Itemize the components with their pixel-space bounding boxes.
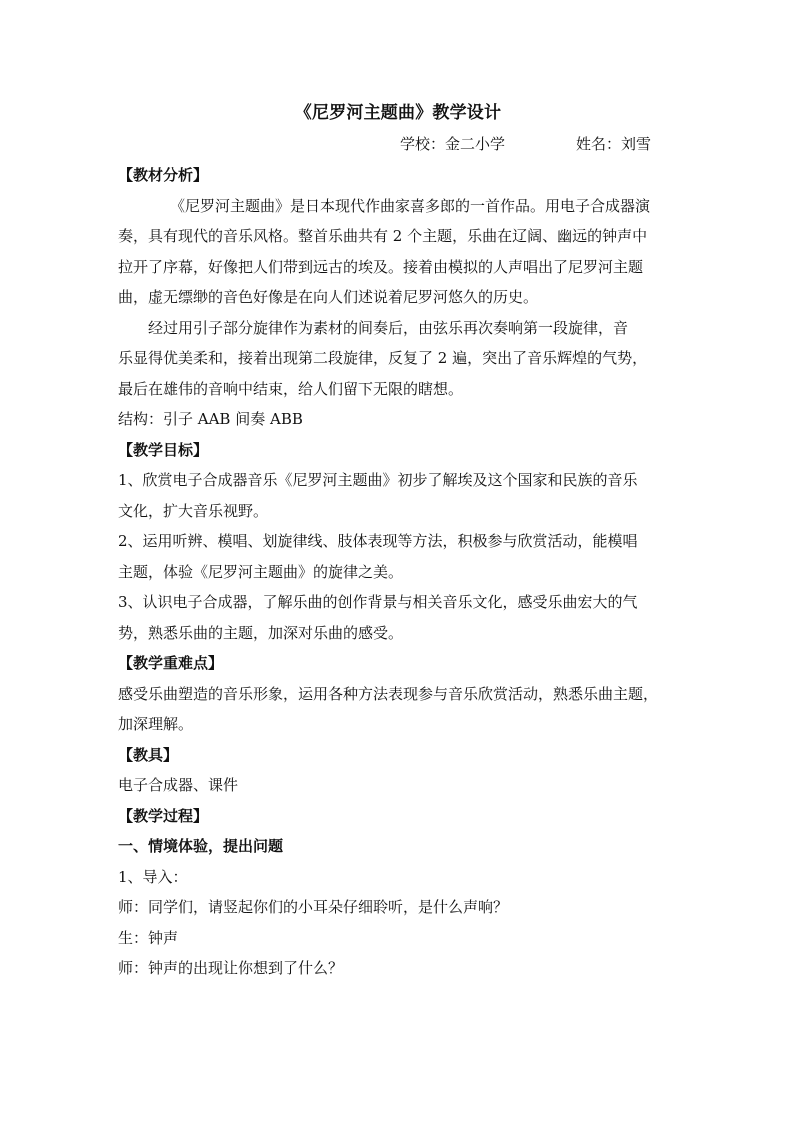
structure-line: 结构：引子 AAB 间奏 ABB	[118, 410, 303, 428]
process-line: 1、导入：	[118, 867, 188, 886]
analysis-paragraph-2-line: 最后在雄伟的音响中结束，给人们留下无限的瞎想。	[118, 379, 464, 398]
analysis-paragraph-1-line: 《尼罗河主题曲》是日本现代作曲家喜多郎的一首作品。用电子合成器演	[170, 196, 651, 215]
analysis-paragraph-2-line: 乐显得优美柔和，接着出现第二段旋律，反复了 2 遍，突出了音乐辉煌的气势，	[118, 349, 648, 367]
key-point-line: 加深理解。	[118, 715, 194, 733]
section-heading-key-points: 【教学重难点】	[118, 654, 224, 672]
document-content	[118, 98, 678, 984]
goal-line: 主题，体验《尼罗河主题曲》的旋律之美。	[118, 562, 404, 581]
goal-line: 文化，扩大音乐视野。	[118, 501, 269, 520]
analysis-paragraph-2-line: 经过用引子部分旋律作为素材的间奏后，由弦乐再次奏响第一段旋律，音	[148, 318, 629, 337]
key-point-line: 感受乐曲塑造的音乐形象，运用各种方法表现参与音乐欣赏活动，熟悉乐曲主题，	[118, 684, 659, 703]
analysis-paragraph-1-line: 曲，虚无缥缈的音色好像是在向人们述说着尼罗河悠久的历史。	[118, 288, 539, 306]
process-line: 师：同学们，请竖起你们的小耳朵仔细聆听，是什么声响？	[118, 898, 509, 916]
goal-line: 1、欣赏电子合成器音乐《尼罗河主题曲》初步了解埃及这个国家和民族的音乐	[118, 471, 638, 489]
analysis-paragraph-1-line: 奏，具有现代的音乐风格。整首乐曲共有 2 个主题，乐曲在辽阔、幽远的钟声中	[118, 227, 648, 245]
teacher-name: 姓名：刘雪	[576, 135, 652, 153]
tools-line: 电子合成器、课件	[118, 776, 239, 794]
analysis-paragraph-1-line: 拉开了序幕，好像把人们带到远古的埃及。接着由模拟的人声唱出了尼罗河主题	[118, 257, 644, 276]
section-heading-tools: 【教具】	[118, 745, 179, 764]
section-heading-goals: 【教学目标】	[118, 440, 209, 459]
process-subheading: 一、情境体验，提出问题	[118, 837, 284, 855]
goal-line: 3、认识电子合成器，了解乐曲的创作背景与相关音乐文化，感受乐曲宏大的气	[118, 593, 638, 611]
process-line: 生：钟声	[118, 928, 179, 947]
section-heading-analysis: 【教材分析】	[118, 166, 209, 184]
author-info	[118, 128, 678, 160]
school-name: 学校：金二小学	[400, 135, 506, 153]
section-heading-process: 【教学过程】	[118, 806, 209, 825]
process-line: 师：钟声的出现让你想到了什么？	[118, 959, 344, 977]
goal-line: 势，熟悉乐曲的主题，加深对乐曲的感受。	[118, 623, 404, 642]
goal-line: 2、运用听辨、模唱、划旋律线、肢体表现等方法，积极参与欣赏活动，能模唱	[118, 532, 638, 550]
document-title: 《尼罗河主题曲》教学设计	[294, 103, 502, 123]
